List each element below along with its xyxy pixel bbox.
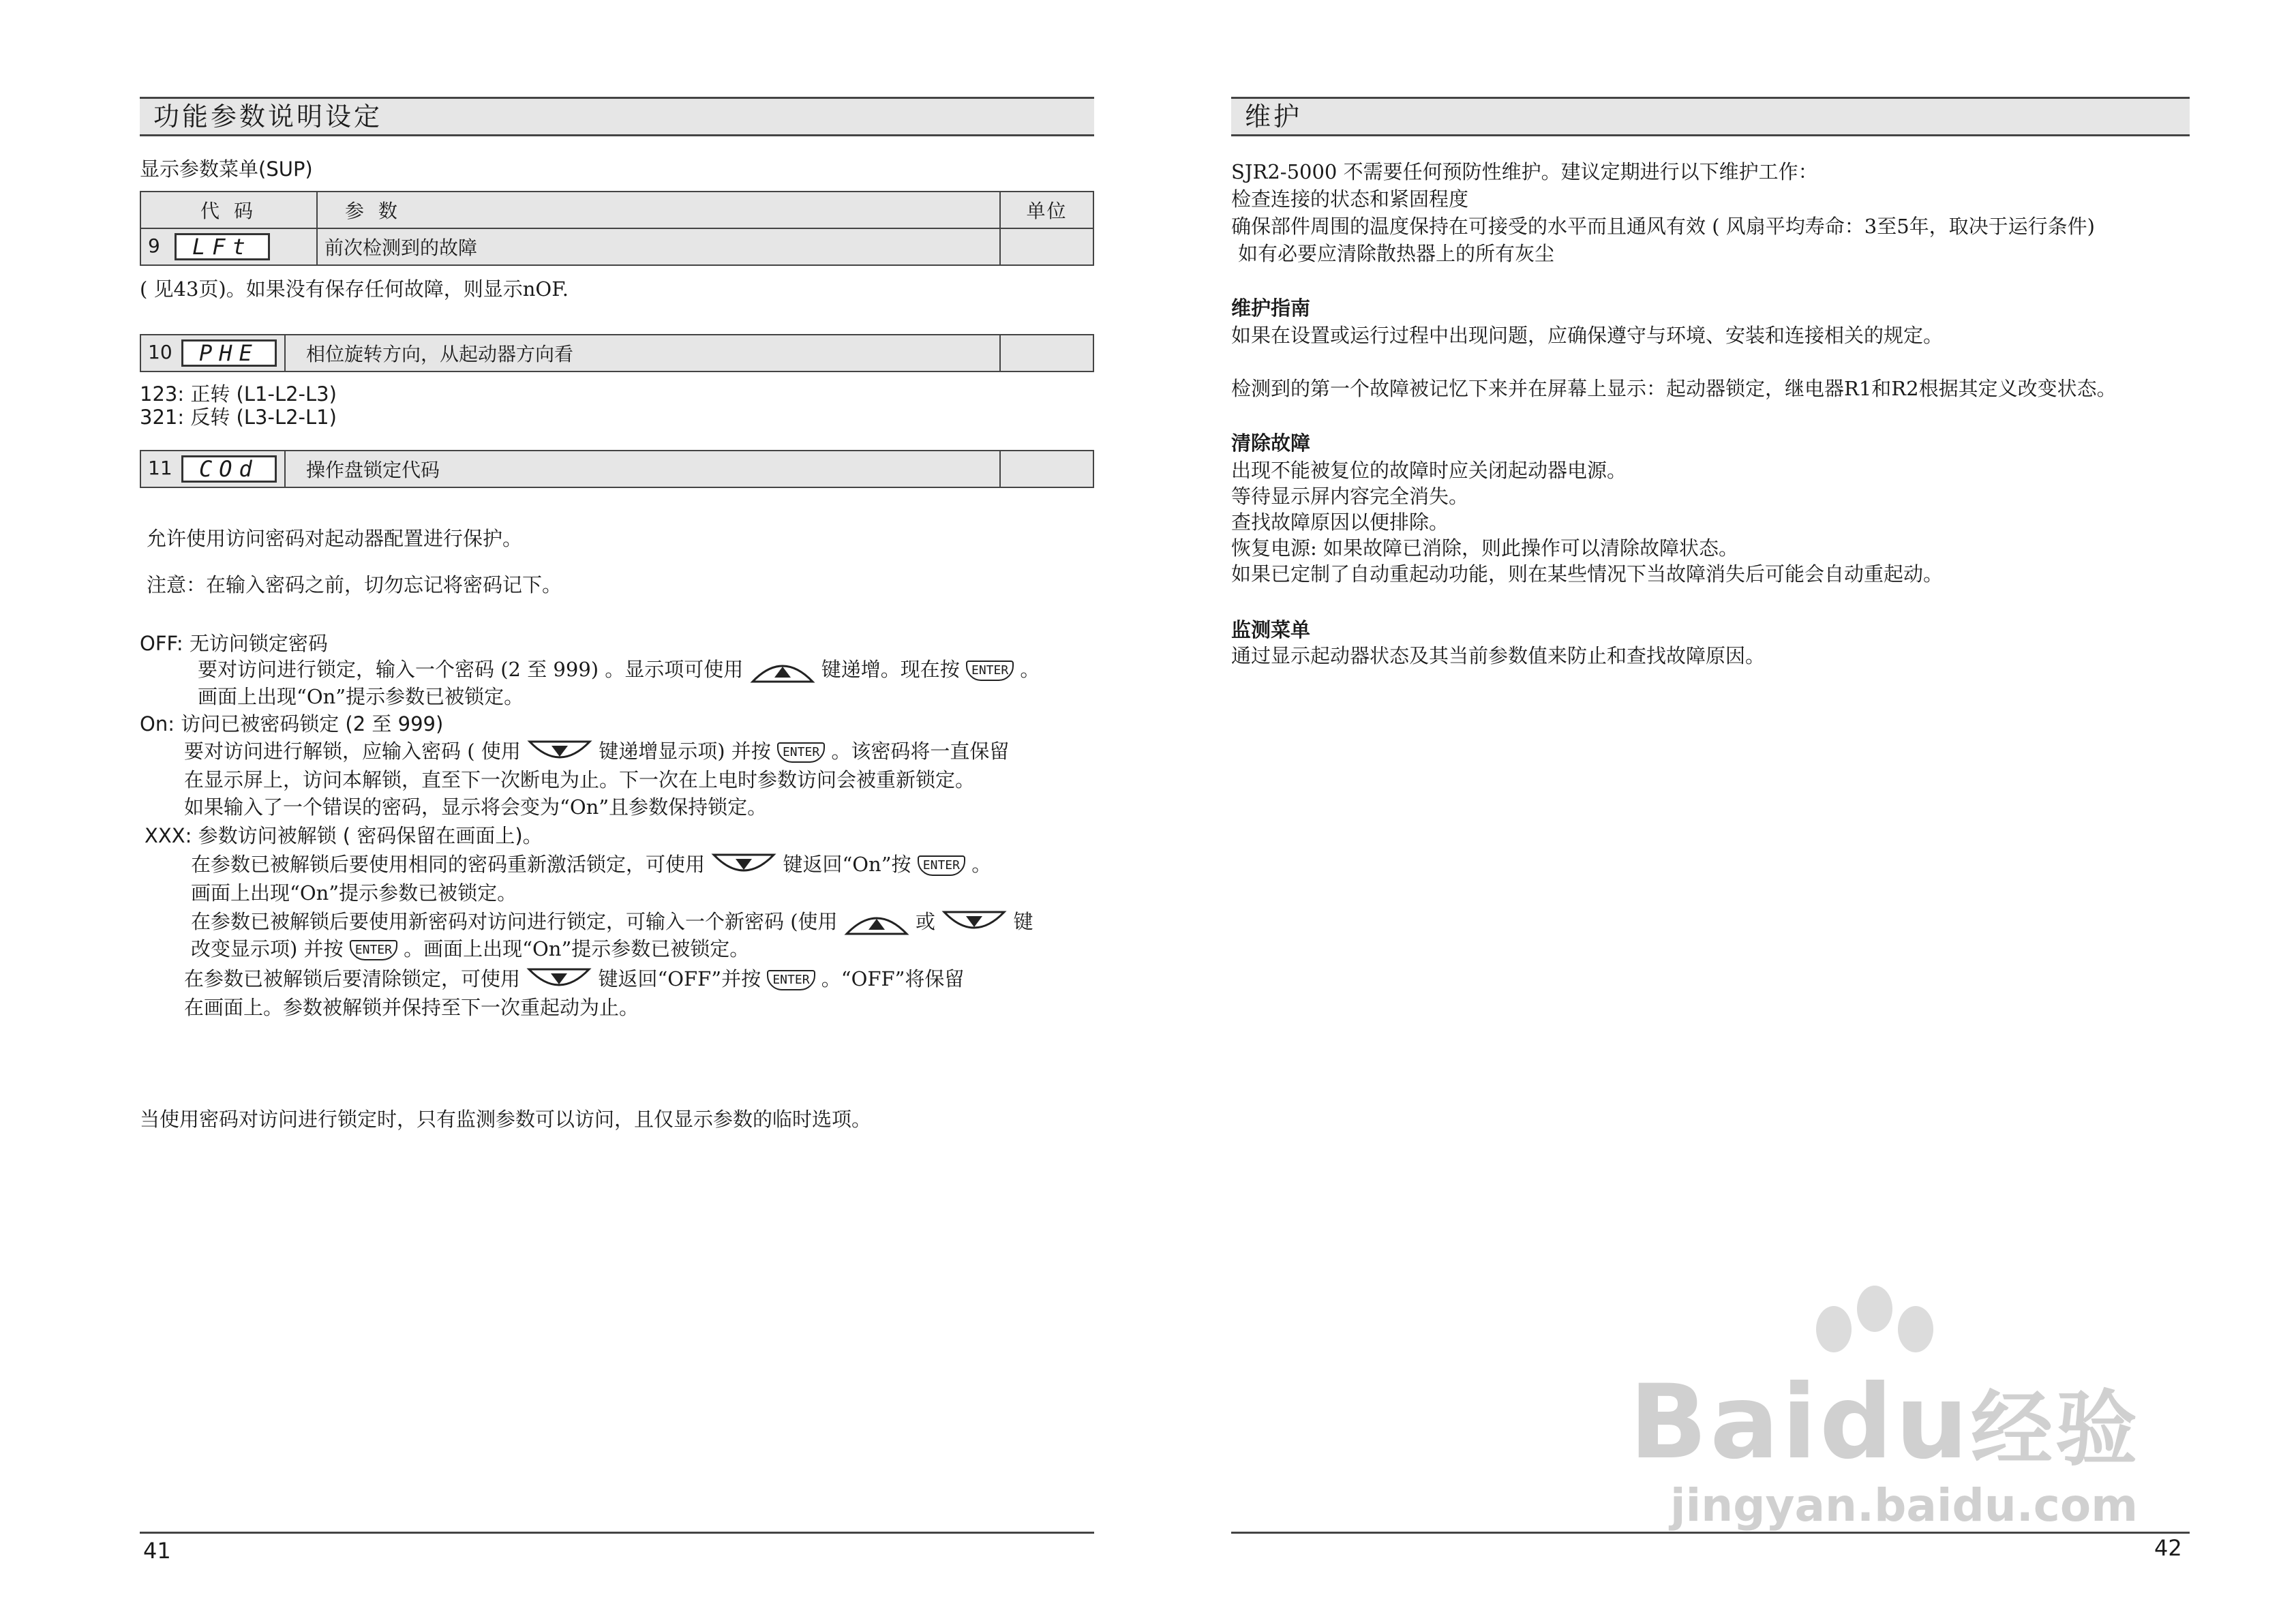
table-header-row [140, 192, 1093, 228]
enter-key-icon: ENTER [350, 940, 397, 960]
left-footer-rule [140, 1532, 1094, 1534]
down-arrow-key-icon [941, 909, 1007, 937]
on-text-a: 要对访问进行解锁，应输入密码 ( 使用 [184, 740, 521, 763]
maint-p4: 如有必要应清除散热器上的所有灰尘 [1238, 242, 1555, 265]
off-text-b: 键递增。现在按 [821, 658, 960, 681]
maint-p1: SJR2-5000 不需要任何预防性维护。建议定期进行以下维护工作： [1231, 160, 1818, 183]
enter-key-icon: ENTER [777, 742, 825, 763]
xxx-text-4a: 改变显示项) 并按 [191, 937, 344, 960]
xxx-text-c: 。 [971, 853, 992, 876]
lcd-display: PHE [181, 339, 277, 367]
on-text-c: 。该密码将一直保留 [831, 740, 1010, 763]
unit-cell [1000, 335, 1093, 371]
param-desc: 相位旋转方向，从起动器方向看 [285, 335, 1000, 371]
on-line-3: 如果输入了一个错误的密码，显示将会变为“On”且参数保持锁定。 [184, 795, 768, 819]
maint-p3: 确保部件周围的温度保持在可接受的水平而且通风有效 ( 风扇平均寿命：3至5年，取决于运行条件) [1231, 215, 2095, 238]
watermark-brand [1629, 1363, 2140, 1482]
xxx-text-5c: 。“OFF”将保留 [821, 967, 965, 990]
maint-p2: 检查连接的状态和紧固程度 [1231, 187, 1469, 211]
left-header-title: 功能参数说明设定 [153, 102, 383, 132]
right-page-header [1231, 97, 2190, 136]
clear-item: 等待显示屏内容完全消失。 [1231, 485, 1469, 508]
up-arrow-key-icon [844, 909, 909, 937]
row9-note: ( 见43页)。如果没有保存任何故障，则显示nOF. [140, 277, 569, 301]
xxx-line-2: 画面上出现“On”提示参数已被锁定。 [191, 881, 517, 905]
xxx-title: XXX: 参数访问被解锁 ( 密码保留在画面上)。 [145, 824, 543, 847]
guide-p1: 如果在设置或运行过程中出现问题，应确保遵守与环境、安装和连接相关的规定。 [1231, 324, 1944, 347]
xxx-text-4b: 。画面上出现“On”提示参数已被锁定。 [404, 937, 750, 960]
row-number: 9 [148, 234, 160, 257]
clear-item: 恢复电源: 如果故障已消除，则此操作可以清除故障状态。 [1231, 536, 1738, 560]
rotation-forward: 123: 正转 (L1-L2-L3) [140, 382, 337, 406]
bottom-note: 当使用密码对访问进行锁定时，只有监测参数可以访问，且仅显示参数的临时选项。 [140, 1108, 872, 1131]
enter-key-icon: ENTER [767, 970, 815, 990]
enter-key-icon: ENTER [918, 855, 965, 876]
enter-key-icon: ENTER [966, 661, 1014, 681]
lcd-display: LFt [175, 233, 270, 260]
right-header-title: 维护 [1245, 102, 1303, 132]
table-row [140, 451, 1093, 487]
param-desc: 操作盘锁定代码 [285, 451, 1000, 487]
table-row [140, 228, 1093, 265]
xxx-text-5a: 在参数已被解锁后要清除锁定，可使用 [184, 967, 521, 990]
up-arrow-key-icon [750, 657, 815, 684]
clear-item: 出现不能被复位的故障时应关闭起动器电源。 [1231, 459, 1627, 482]
xxx-line-5 [184, 965, 964, 994]
clear-title: 清除故障 [1231, 431, 1311, 455]
off-text-c: 。 [1020, 658, 1040, 681]
right-page-number: 42 [2154, 1535, 2182, 1561]
xxx-line-1 [191, 851, 991, 879]
xxx-text-3b: 或 [915, 910, 935, 933]
table-row [140, 335, 1093, 371]
param-table-11 [140, 450, 1094, 488]
baidu-watermark [1629, 1281, 2175, 1532]
right-footer-rule [1231, 1532, 2190, 1534]
monitor-title: 监测菜单 [1231, 618, 1311, 641]
col-param: 参 数 [317, 192, 1000, 228]
on-line-1 [184, 738, 1009, 766]
left-page-header [140, 97, 1094, 136]
allow-text: 允许使用访问密码对起动器配置进行保护。 [147, 527, 523, 550]
code-cell [140, 451, 285, 487]
watermark-url: jingyan.baidu.com [1670, 1479, 2139, 1532]
on-text-b: 键递增显示项) 并按 [599, 740, 771, 763]
xxx-line-4 [191, 935, 749, 962]
rotation-reverse: 321: 反转 (L3-L2-L1) [140, 406, 337, 429]
param-desc: 前次检测到的故障 [317, 228, 1000, 265]
param-table-9 [140, 191, 1094, 266]
down-arrow-key-icon [711, 852, 776, 879]
monitor-p: 通过显示起动器状态及其当前参数值来防止和查找故障原因。 [1231, 644, 1766, 667]
watermark-brand-b: du [1819, 1363, 1972, 1482]
col-unit: 单位 [1000, 192, 1093, 228]
xxx-text-3a: 在参数已被解锁后要使用新密码对访问进行锁定，可输入一个新密码 (使用 [191, 910, 838, 933]
lcd-display: COd [181, 455, 277, 483]
unit-cell [1000, 451, 1093, 487]
row-number: 10 [148, 340, 172, 363]
xxx-text-b: 键返回“On”按 [783, 853, 911, 876]
xxx-text-5b: 键返回“OFF”并按 [598, 967, 761, 990]
guide-title: 维护指南 [1231, 297, 1311, 320]
off-title: OFF: 无访问锁定密码 [140, 632, 328, 655]
unit-cell [1000, 228, 1093, 265]
guide-p2: 检测到的第一个故障被记忆下来并在屏幕上显示：起动器锁定，继电器R1和R2根据其定义改变状态。 [1231, 377, 2117, 400]
on-title: On: 访问已被密码锁定 (2 至 999) [140, 712, 444, 735]
xxx-text-a: 在参数已被解锁后要使用相同的密码重新激活锁定，可使用 [191, 853, 706, 876]
xxx-line-6: 在画面上。参数被解锁并保持至下一次重起动为止。 [184, 996, 639, 1019]
down-arrow-key-icon [527, 739, 592, 766]
off-line-2: 画面上出现“On”提示参数已被锁定。 [198, 685, 524, 708]
watermark-brand-a: Bai [1629, 1363, 1819, 1482]
on-line-2: 在显示屏上，访问本解锁，直至下一次断电为止。下一次在上电时参数访问会被重新锁定。 [184, 768, 976, 791]
clear-item: 查找故障原因以便排除。 [1231, 511, 1449, 534]
down-arrow-key-icon [526, 967, 592, 994]
code-cell [140, 335, 285, 371]
attention-text: 注意：在输入密码之前，切勿忘记将密码记下。 [147, 573, 562, 596]
param-table-10 [140, 334, 1094, 372]
xxx-line-3 [191, 908, 1033, 937]
xxx-text-3c: 键 [1013, 910, 1033, 933]
watermark-brand-cn: 经验 [1971, 1382, 2141, 1477]
row-number: 11 [148, 456, 172, 479]
left-page-number: 41 [143, 1538, 171, 1564]
clear-item: 如果已定制了自动重起动功能，则在某些情况下当故障消失后可能会自动重起动。 [1231, 562, 1944, 586]
col-code: 代 码 [140, 192, 317, 228]
display-menu-subtitle: 显示参数菜单(SUP) [140, 157, 313, 181]
off-line-1 [198, 656, 1040, 684]
off-text-a: 要对访问进行锁定，输入一个密码 (2 至 999) 。显示项可使用 [198, 658, 744, 681]
code-cell [140, 228, 317, 265]
